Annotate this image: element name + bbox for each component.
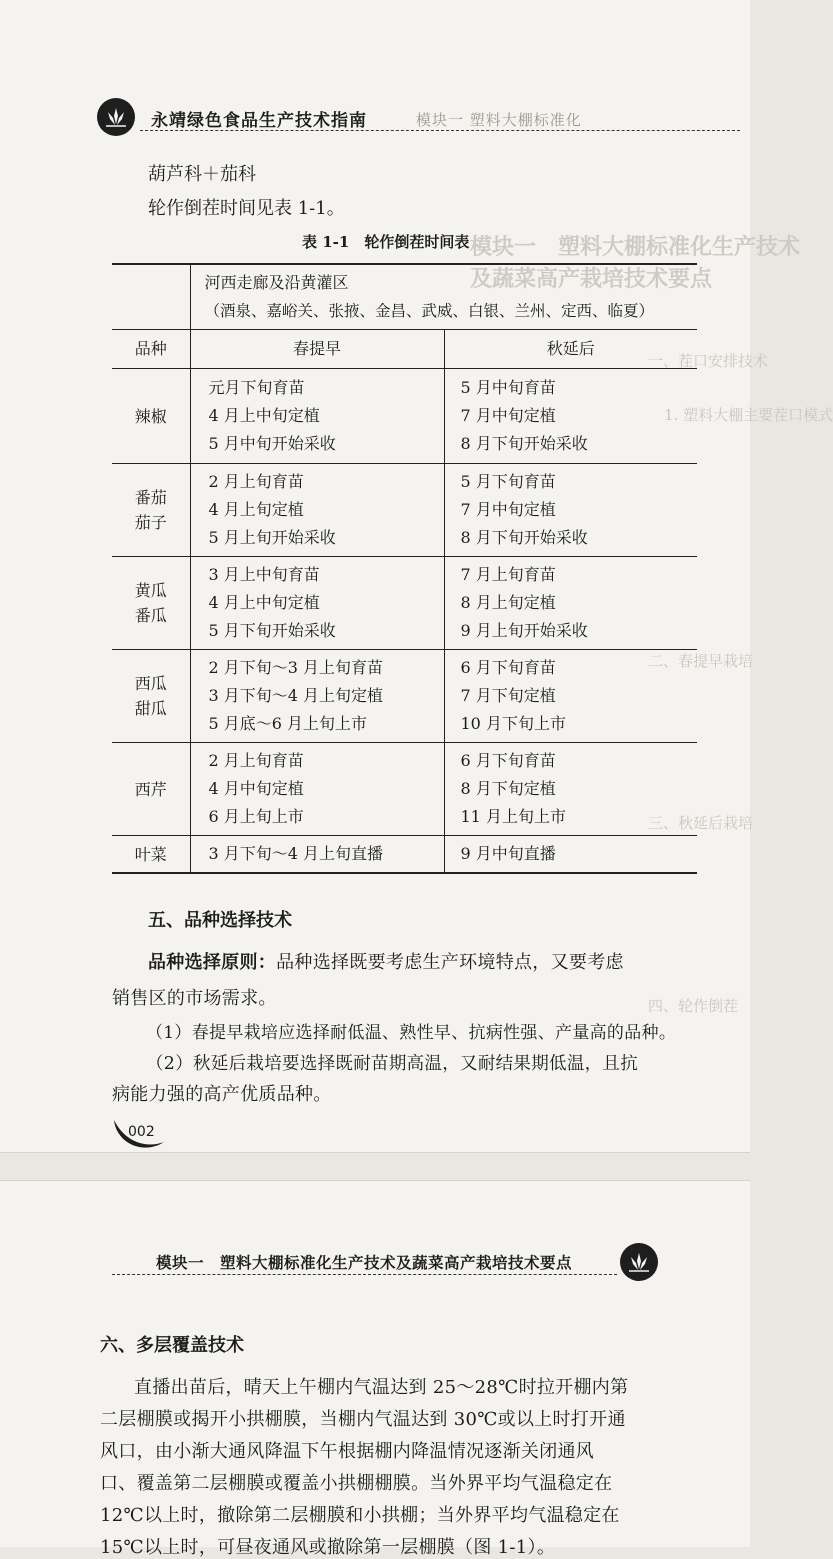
bleed-through-heading-4: 三、秋延后栽培	[648, 814, 754, 832]
table-region-cell	[190, 264, 697, 330]
schedule-step: 3 月下旬～4 月上旬直播	[208, 844, 384, 863]
column-header-crop: 品种	[134, 339, 167, 358]
text-line: 轮作倒茬时间见表 1-1。	[148, 198, 345, 219]
bleed-through-heading-1: 一、茬口安排技术	[648, 352, 769, 370]
spring-schedule-cell	[190, 650, 444, 743]
schedule-step: 7 月中旬定植	[460, 406, 556, 425]
schedule-step: 9 月中旬直播	[460, 844, 556, 863]
bleed-through-heading-5: 四、轮作倒茬	[648, 997, 739, 1015]
schedule-step: 5 月下旬开始采收	[208, 621, 336, 640]
schedule-step: 4 月上中旬定植	[208, 593, 320, 612]
schedule-step: 元月下旬育苗	[208, 378, 305, 397]
schedule-step: 2 月上旬育苗	[208, 472, 304, 491]
crop-name: 辣椒	[134, 406, 167, 426]
spring-schedule-cell	[190, 743, 444, 836]
book-logo-icon	[97, 98, 135, 136]
schedule-step: 5 月中旬育苗	[460, 378, 556, 397]
paragraph-text: 品种选择既要考虑生产环境特点，又要考虑	[276, 952, 624, 973]
crop-cell	[112, 836, 190, 874]
paragraph-line: 病能力强的高产优质品种。	[112, 1084, 332, 1105]
autumn-schedule-cell	[444, 743, 697, 836]
crop-cell	[112, 650, 190, 743]
table-row	[112, 743, 697, 836]
schedule-step: 7 月下旬定植	[460, 686, 556, 705]
crop-name: 番瓜	[134, 606, 167, 625]
schedule-step: 6 月下旬育苗	[460, 658, 556, 677]
autumn-schedule-cell	[444, 650, 697, 743]
running-header-title: 模块一 塑料大棚标准化生产技术及蔬菜高产栽培技术要点	[156, 1253, 573, 1272]
running-header-bleed: 模块一 塑料大棚标准化	[416, 111, 582, 129]
schedule-step: 10 月下旬上市	[460, 714, 566, 733]
schedule-step: 3 月上中旬育苗	[208, 565, 320, 584]
schedule-step: 8 月上旬定植	[460, 593, 556, 612]
crop-name: 甜瓜	[134, 699, 167, 718]
column-header-autumn: 秋延后	[444, 330, 697, 369]
table-row	[112, 464, 697, 557]
spring-schedule-cell	[190, 369, 444, 464]
autumn-schedule-cell	[444, 557, 697, 650]
bleed-through-title-1: 模块一 塑料大棚标准化生产技术	[470, 234, 801, 260]
schedule-step: 2 月下旬～3 月上旬育苗	[208, 658, 384, 677]
schedule-step: 7 月上旬育苗	[460, 565, 556, 584]
page-number: 002	[128, 1124, 155, 1140]
crop-name: 西芹	[134, 779, 167, 799]
schedule-step: 5 月中旬开始采收	[208, 434, 336, 453]
autumn-schedule-cell	[444, 369, 697, 464]
paragraph-lead: 品种选择原则：	[148, 952, 277, 973]
schedule-step: 8 月下旬定植	[460, 779, 556, 798]
text-line: 葫芦科＋茄科	[148, 164, 256, 185]
crop-cell	[112, 369, 190, 464]
crop-name: 黄瓜	[134, 581, 167, 600]
running-header-title: 永靖绿色食品生产技术指南	[151, 111, 367, 131]
schedule-step: 11 月上旬上市	[460, 807, 566, 826]
schedule-step: 6 月上旬上市	[208, 807, 304, 826]
page-number-badge	[112, 1112, 167, 1156]
schedule-step: 7 月中旬定植	[460, 500, 556, 519]
schedule-step: 5 月下旬育苗	[460, 472, 556, 491]
schedule-step: 9 月上旬开始采收	[460, 621, 588, 640]
paragraph-line: 直播出苗后，晴天上午棚内气温达到 25～28℃时拉开棚内第	[134, 1377, 629, 1398]
crop-cell	[112, 557, 190, 650]
autumn-schedule-cell	[444, 836, 697, 874]
bleed-through-heading-3: 二、春提早栽培	[648, 652, 754, 670]
header-rule	[140, 130, 740, 131]
paragraph-line: 12℃以上时，撤除第二层棚膜和小拱棚；当外界平均气温稳定在	[100, 1505, 620, 1526]
crop-name: 番茄	[134, 488, 167, 507]
schedule-step: 8 月下旬开始采收	[460, 434, 588, 453]
schedule-step: 5 月上旬开始采收	[208, 528, 336, 547]
region-cities: （酒泉、嘉峪关、张掖、金昌、武威、白银、兰州、定西、临夏）	[204, 302, 655, 320]
spring-schedule-cell	[190, 557, 444, 650]
crop-cell	[112, 743, 190, 836]
table-row	[112, 557, 697, 650]
paragraph-line: （2）秋延后栽培要选择既耐苗期高温，又耐结果期低温，且抗	[146, 1054, 639, 1074]
spring-schedule-cell	[190, 836, 444, 874]
book-logo-icon	[620, 1243, 658, 1281]
schedule-step: 3 月下旬～4 月上旬定植	[208, 686, 384, 705]
schedule-step: 4 月上旬定植	[208, 500, 304, 519]
rotation-schedule-table	[112, 263, 697, 874]
table-caption: 表 1-1 轮作倒茬时间表	[302, 233, 470, 251]
paragraph-line	[148, 948, 624, 974]
schedule-step: 2 月上旬育苗	[208, 751, 304, 770]
schedule-step: 6 月下旬育苗	[460, 751, 556, 770]
schedule-step: 4 月中旬定植	[208, 779, 304, 798]
schedule-step: 5 月底～6 月上旬上市	[208, 714, 368, 733]
autumn-schedule-cell	[444, 464, 697, 557]
section-heading: 五、品种选择技术	[148, 910, 292, 931]
bleed-through-heading-2: 1. 塑料大棚主要茬口模式	[664, 406, 833, 424]
paragraph-line: 销售区的市场需求。	[112, 988, 277, 1009]
region-name: 河西走廊及沿黄灌区	[204, 273, 349, 292]
table-row	[112, 369, 697, 464]
crop-name: 西瓜	[134, 674, 167, 693]
table-row	[112, 836, 697, 874]
table-row	[112, 650, 697, 743]
crop-name: 叶菜	[134, 844, 167, 864]
section-heading: 六、多层覆盖技术	[100, 1335, 244, 1356]
column-header-spring: 春提早	[190, 330, 444, 369]
book-page-003	[0, 1180, 750, 1558]
crop-name: 茄子	[134, 513, 167, 532]
schedule-step: 4 月上中旬定植	[208, 406, 320, 425]
paragraph-line: 口、覆盖第二层棚膜或覆盖小拱棚棚膜。当外界平均气温稳定在	[100, 1473, 613, 1494]
paragraph-line: 风口，由小渐大通风降温下午根据棚内降温情况逐渐关闭通风	[100, 1441, 595, 1462]
paragraph-line: 二层棚膜或揭开小拱棚膜，当棚内气温达到 30℃或以上时打开通	[100, 1409, 626, 1430]
header-rule	[112, 1274, 617, 1275]
paragraph-line: （1）春提早栽培应选择耐低温、熟性早、抗病性强、产量高的品种。	[146, 1023, 677, 1043]
bleed-through-title-2: 及蔬菜高产栽培技术要点	[470, 266, 713, 292]
paragraph-line: 15℃以上时，可昼夜通风或撤除第一层棚膜（图 1-1）。	[100, 1537, 556, 1558]
spring-schedule-cell	[190, 464, 444, 557]
schedule-step: 8 月下旬开始采收	[460, 528, 588, 547]
crop-cell	[112, 464, 190, 557]
